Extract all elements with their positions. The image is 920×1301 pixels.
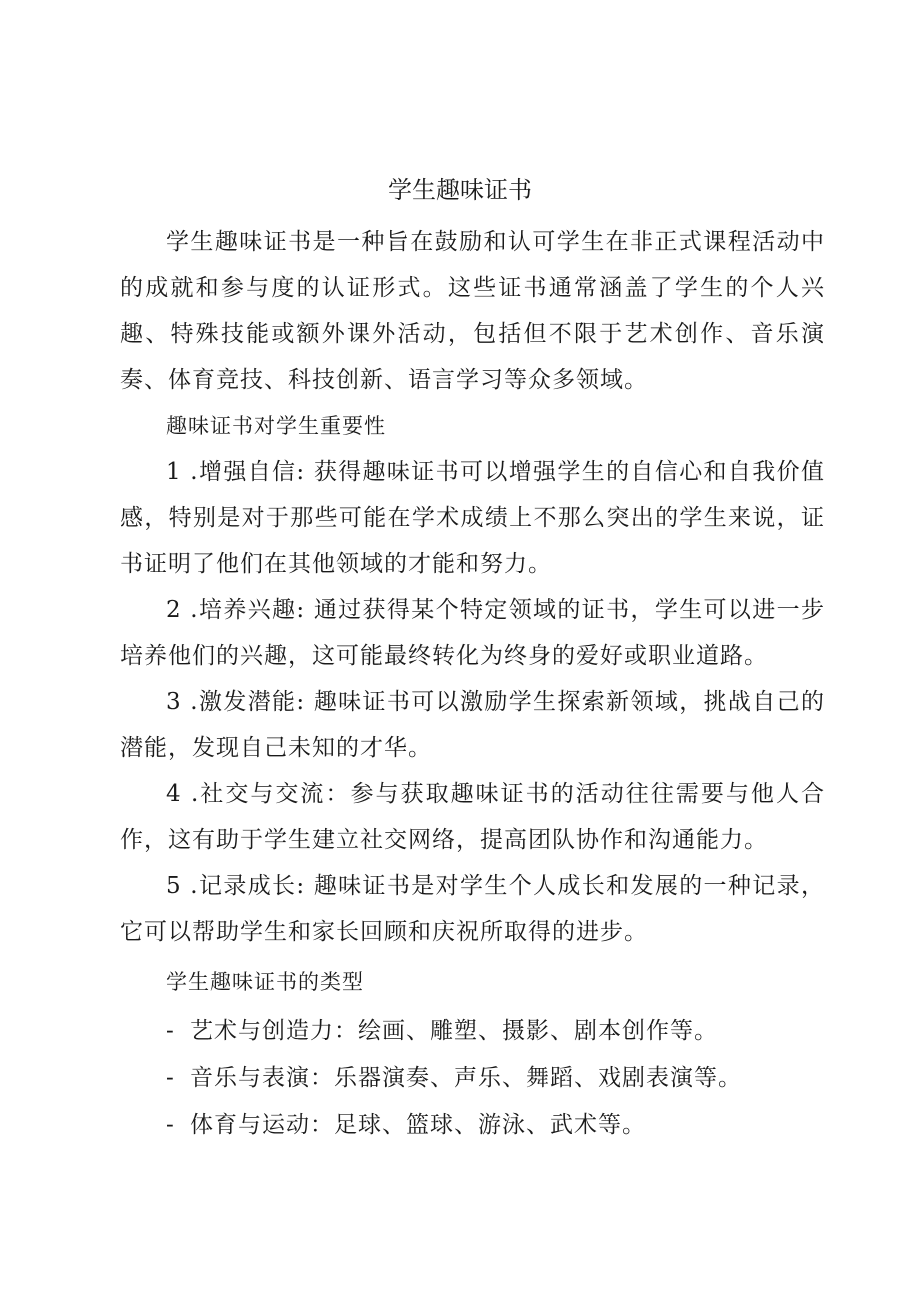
point-5-paragraph: 5 .记录成长: 趣味证书是对学生个人成长和发展的一种记录，它可以帮助学生和家长回顾和庆祝所取得的进步。 [120, 873, 825, 945]
type-item-music [166, 1055, 826, 1101]
dash-marker: - [166, 1112, 175, 1138]
types-heading: 学生趣味证书的类型 [166, 970, 364, 994]
type-item-text: 艺术与创造力：绘画、雕塑、摄影、剧本创作等。 [190, 1018, 718, 1044]
type-item-art [166, 1008, 826, 1054]
point-3-paragraph: 3 .激发潜能: 趣味证书可以激励学生探索新领域，挑战自己的潜能，发现自己未知的才华。 [120, 689, 825, 761]
dash-marker: - [166, 1018, 175, 1044]
importance-heading: 趣味证书对学生重要性 [166, 414, 386, 438]
type-item-sports [166, 1102, 826, 1148]
point-2-paragraph: 2 .培养兴趣: 通过获得某个特定领域的证书，学生可以进一步培养他们的兴趣，这可能最终转化为终身的爱好或职业道路。 [120, 597, 825, 669]
type-item-text: 音乐与表演：乐器演奏、声乐、舞蹈、戏剧表演等。 [190, 1065, 742, 1091]
point-1-paragraph: 1 .增强自信: 获得趣味证书可以增强学生的自信心和自我价值感，特别是对于那些可能在学术成绩上不那么突出的学生来说，证书证明了他们在其他领域的才能和努力。 [120, 459, 825, 577]
point-4-paragraph: 4 .社交与交流：参与获取趣味证书的活动往往需要与他人合作，这有助于学生建立社交网络，提高团队协作和沟通能力。 [120, 781, 825, 853]
document-title: 学生趣味证书 [388, 176, 532, 204]
type-item-text: 体育与运动：足球、篮球、游泳、武术等。 [190, 1112, 646, 1138]
dash-marker: - [166, 1065, 175, 1091]
intro-paragraph: 学生趣味证书是一种旨在鼓励和认可学生在非正式课程活动中的成就和参与度的认证形式。这些证书通常涵盖了学生的个人兴趣、特殊技能或额外课外活动，包括但不限于艺术创作、音乐演奏、体育竞技、科技创新、语言学习等众多领域。 [120, 229, 825, 393]
